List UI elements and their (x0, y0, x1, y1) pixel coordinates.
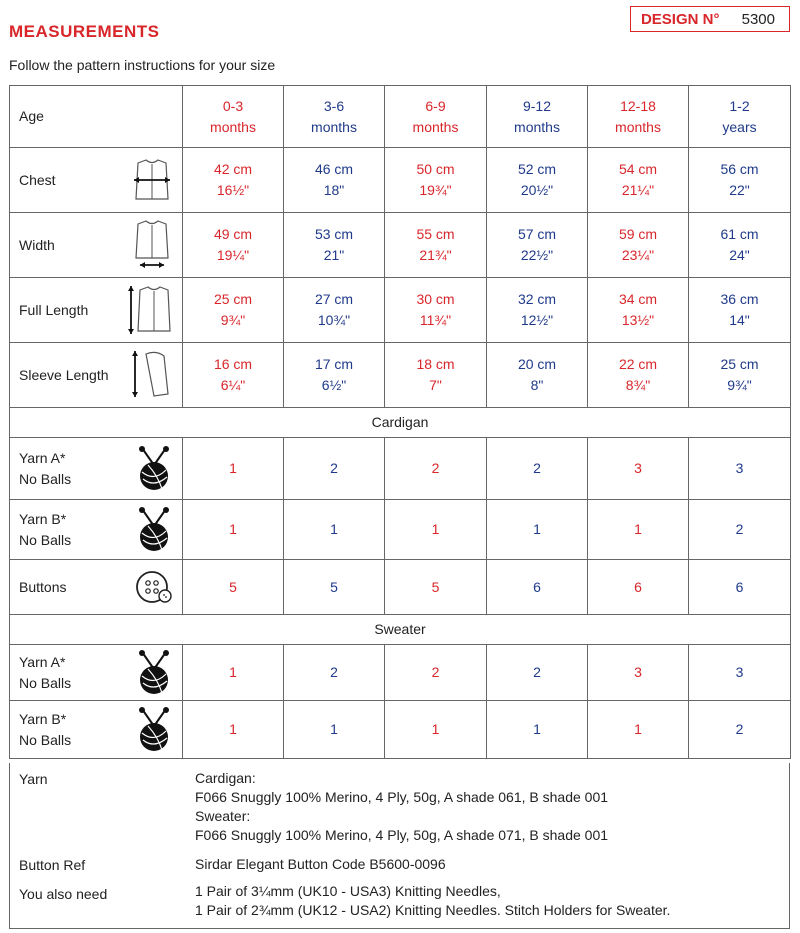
size-6-unit: years (722, 118, 757, 135)
full-length-in-6: 14" (729, 312, 750, 328)
full-length-row (10, 278, 791, 343)
sweater-yarn-b-6: 2 (689, 701, 791, 759)
yarn-ball-icon (134, 446, 174, 492)
also-need-details (195, 882, 670, 920)
chest-in-1: 16½" (216, 182, 250, 198)
sleeve-length-label: Sleeve Length (19, 366, 109, 383)
full-length-cm-2: 27 cm (314, 291, 354, 307)
width-cm-2: 53 cm (314, 226, 354, 242)
full-length-in-5: 13½" (621, 312, 655, 328)
chest-cm-2: 46 cm (314, 161, 354, 177)
sweater-yarn-a-4: 2 (487, 645, 588, 701)
full-length-in-1: 9¾" (220, 312, 246, 328)
full-length-garment-icon (126, 283, 174, 337)
full-length-cm-5: 34 cm (618, 291, 658, 307)
full-length-in-2: 10¾" (317, 312, 351, 328)
size-3-unit: months (412, 118, 459, 135)
design-number-box (630, 6, 790, 32)
cardigan-section-row (10, 408, 791, 438)
full-length-label: Full Length (19, 301, 89, 318)
chest-cm-5: 54 cm (618, 161, 658, 177)
sleeve-in-2: 6½" (321, 377, 347, 393)
sweater-yarn-a-2: 2 (284, 645, 385, 701)
full-length-cm-1: 25 cm (213, 291, 253, 307)
measurements-table (9, 85, 791, 759)
cardigan-yarn-a-3: 2 (385, 438, 487, 500)
sweater-heading: Sweater (10, 615, 791, 645)
cardigan-yarn-b-label: Yarn B* (19, 510, 67, 527)
chest-cm-4: 52 cm (517, 161, 557, 177)
width-in-6: 24" (729, 247, 750, 263)
sweater-yarn-b-3: 1 (385, 701, 487, 759)
width-cm-4: 57 cm (517, 226, 557, 242)
materials-panel (9, 763, 790, 929)
cardigan-yarn-b-1: 1 (183, 500, 284, 560)
cardigan-yarn-b-3: 1 (385, 500, 487, 560)
sleeve-cm-4: 20 cm (517, 356, 557, 372)
sweater-yarn-b-1: 1 (183, 701, 284, 759)
cardigan-yarn-a-2: 2 (284, 438, 385, 500)
sweater-yarn-a-6: 3 (689, 645, 791, 701)
chest-cm-3: 50 cm (416, 161, 455, 177)
also-need-line-2: 1 Pair of 2¾mm (UK12 - USA2) Knitting Needles. Stitch Holders for Sweater. (195, 902, 671, 918)
width-cm-5: 59 cm (618, 226, 658, 242)
button-icon (134, 567, 174, 607)
cardigan-buttons-5: 6 (588, 560, 689, 615)
width-garment-icon (130, 220, 174, 270)
chest-row (10, 148, 791, 213)
sweater-yarn-b-row (10, 701, 791, 759)
size-2-range: 3-6 (323, 97, 345, 114)
size-5-range: 12-18 (620, 97, 656, 114)
sweater-yarn-b-no-balls: No Balls (19, 731, 72, 748)
sleeve-garment-icon (130, 348, 174, 402)
chest-in-5: 21¼" (621, 182, 655, 198)
chest-label: Chest (19, 171, 56, 188)
cardigan-buttons-row (10, 560, 791, 615)
size-1-range: 0-3 (222, 97, 244, 114)
sleeve-in-4: 8" (530, 377, 544, 393)
yarn-ball-icon (134, 707, 174, 753)
sleeve-in-3: 7" (429, 377, 442, 393)
cardigan-yarn-b-6: 2 (689, 500, 791, 560)
chest-in-6: 22" (729, 182, 750, 198)
sweater-yarn-a-label: Yarn A* (19, 653, 66, 670)
chest-in-3: 19¾" (419, 182, 452, 198)
size-6-range: 1-2 (729, 97, 750, 114)
button-ref-value: Sirdar Elegant Button Code B5600-0096 (195, 856, 446, 872)
cardigan-buttons-2: 5 (284, 560, 385, 615)
sweater-section-row (10, 615, 791, 645)
also-need-line-1: 1 Pair of 3¼mm (UK10 - USA3) Knitting Needles, (195, 883, 501, 899)
chest-cm-6: 56 cm (720, 161, 759, 177)
width-cm-6: 61 cm (720, 226, 759, 242)
cardigan-yarn-b-5: 1 (588, 500, 689, 560)
size-2-unit: months (311, 118, 357, 135)
sleeve-in-5: 8¾" (625, 377, 651, 393)
chest-in-2: 18" (323, 182, 345, 198)
full-length-in-3: 11¾" (419, 312, 452, 328)
sleeve-length-row (10, 343, 791, 408)
sleeve-in-1: 6¼" (220, 377, 246, 393)
width-label: Width (19, 236, 55, 253)
full-length-cm-4: 32 cm (517, 291, 557, 307)
cardigan-yarn-b-2: 1 (284, 500, 385, 560)
cardigan-buttons-6: 6 (689, 560, 791, 615)
cardigan-yarn-a-5: 3 (588, 438, 689, 500)
full-length-in-4: 12½" (520, 312, 554, 328)
sleeve-cm-5: 22 cm (618, 356, 658, 372)
sweater-yarn-a-no-balls: No Balls (19, 674, 72, 691)
sweater-yarn-b-5: 1 (588, 701, 689, 759)
design-number: 5300 (741, 11, 775, 28)
sweater-yarn-a-row (10, 645, 791, 701)
cardigan-buttons-1: 5 (183, 560, 284, 615)
sleeve-cm-1: 16 cm (213, 356, 253, 372)
yarn-label: Yarn (19, 771, 48, 787)
cardigan-heading: Cardigan (10, 408, 791, 438)
width-in-5: 23¼" (621, 247, 655, 263)
width-row (10, 213, 791, 278)
size-3-range: 6-9 (425, 97, 446, 114)
yarn-line-4: F066 Snuggly 100% Merino, 4 Ply, 50g, A shade 071, B shade 001 (195, 827, 609, 843)
chest-garment-icon (130, 157, 174, 203)
yarn-details (195, 769, 608, 845)
sweater-yarn-b-2: 1 (284, 701, 385, 759)
yarn-line-1: Cardigan: (195, 770, 256, 786)
yarn-ball-icon (134, 650, 174, 696)
cardigan-yarn-b-4: 1 (487, 500, 588, 560)
cardigan-yarn-a-no-balls: No Balls (19, 470, 72, 487)
size-5-unit: months (615, 118, 661, 135)
age-label: Age (10, 86, 183, 148)
button-ref-label: Button Ref (19, 857, 86, 873)
sleeve-cm-2: 17 cm (314, 356, 354, 372)
cardigan-yarn-b-row (10, 500, 791, 560)
width-cm-1: 49 cm (213, 226, 253, 242)
cardigan-yarn-a-4: 2 (487, 438, 588, 500)
size-4-unit: months (514, 118, 560, 135)
yarn-line-2: F066 Snuggly 100% Merino, 4 Ply, 50g, A shade 061, B shade 001 (195, 789, 609, 805)
width-in-1: 19¼" (216, 247, 250, 263)
sweater-yarn-a-3: 2 (385, 645, 487, 701)
width-in-3: 21¾" (419, 247, 452, 263)
design-label: DESIGN N° (640, 11, 720, 28)
age-row (10, 86, 791, 148)
chest-in-4: 20½" (520, 182, 554, 198)
sweater-yarn-b-label: Yarn B* (19, 710, 67, 727)
also-need-label: You also need (19, 886, 108, 902)
subtitle: Follow the pattern instructions for your size (9, 57, 276, 73)
cardigan-yarn-a-1: 1 (183, 438, 284, 500)
full-length-cm-3: 30 cm (416, 291, 455, 307)
sweater-yarn-a-5: 3 (588, 645, 689, 701)
sleeve-cm-6: 25 cm (720, 356, 759, 372)
chest-cm-1: 42 cm (213, 161, 253, 177)
full-length-cm-6: 36 cm (720, 291, 759, 307)
sweater-yarn-b-4: 1 (487, 701, 588, 759)
yarn-ball-icon (134, 507, 174, 553)
cardigan-buttons-4: 6 (487, 560, 588, 615)
width-cm-3: 55 cm (416, 226, 455, 242)
sleeve-cm-3: 18 cm (416, 356, 455, 372)
cardigan-yarn-b-no-balls: No Balls (19, 531, 72, 548)
width-in-4: 22½" (520, 247, 554, 263)
size-4-range: 9-12 (522, 97, 552, 114)
size-1-unit: months (210, 118, 256, 135)
cardigan-yarn-a-6: 3 (689, 438, 791, 500)
page-title: MEASUREMENTS (9, 22, 160, 41)
yarn-line-3: Sweater: (195, 808, 251, 824)
cardigan-yarn-a-row (10, 438, 791, 500)
width-in-2: 21" (323, 247, 345, 263)
sleeve-in-6: 9¾" (727, 377, 752, 393)
sweater-yarn-a-1: 1 (183, 645, 284, 701)
cardigan-yarn-a-label: Yarn A* (19, 449, 66, 466)
cardigan-buttons-3: 5 (385, 560, 487, 615)
buttons-label: Buttons (19, 578, 67, 595)
